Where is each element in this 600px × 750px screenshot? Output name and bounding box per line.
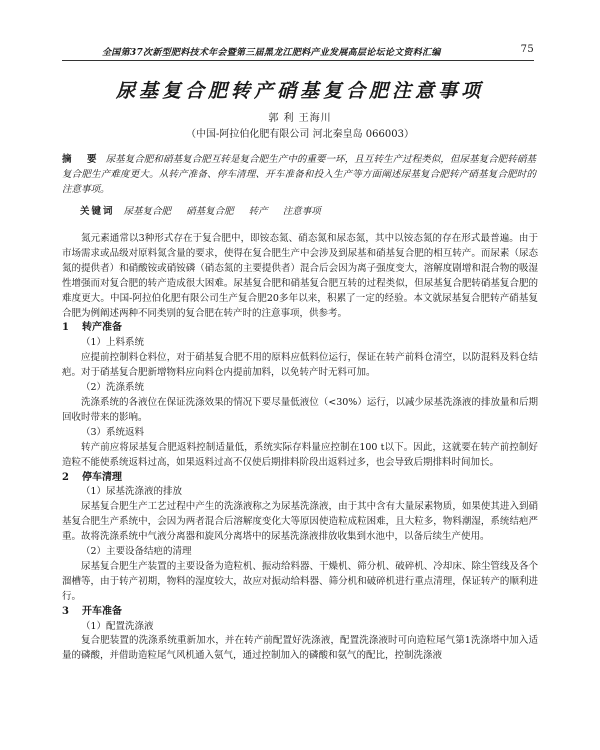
section-number: 3 — [62, 605, 69, 617]
keyword: 转产 — [248, 206, 268, 217]
page-number: 75 — [520, 44, 534, 55]
keyword: 尿基复合肥 — [123, 206, 172, 217]
abstract-text: 尿基复合肥和硝基复合肥互转是复合肥生产中的重要一环，且互转生产过程类似，但尿基复合肥转硝基复合肥生产难度更大。从转产准备、停车清理、开车准备和投入生产等方面阐述尿基复合肥转产硝基复合肥时的注意事项。 — [62, 154, 536, 195]
authors: 郭 利 王海川 — [268, 113, 332, 124]
section-title: 转产准备 — [82, 322, 122, 334]
subsection-heading: （1）上料系统 — [81, 337, 145, 349]
paragraph: 复合肥装置的洗涤系统重新加水，并在转产前配置好洗涤液，配置洗涤液时可向造粒尾气第1洗涤塔中加入适量的磷酸，并借助造粒尾气风机通入氨气，通过控制加入的磷酸和氨气的配比，控制洗涤液 — [62, 635, 538, 662]
body-text — [62, 232, 538, 664]
intro-paragraph: 氮元素通常以3种形式存在于复合肥中，即铵态氮、硝态氮和尿态氮，其中以铵态氮的存在形式最普遍。由于市场需求或品级对原料氮含量的要求，使得在复合肥生产中会涉及到尿基和硝基复合肥的相互转产。而尿素（尿态氮的提供者）和硝酸铵或硝铵磷（硝态氮的主要提供者）混合后会因为离子强度变大，溶解度剧增和混合物的吸湿性增强而对复合肥的转产造成很大困难。尿基复合肥和硝基复合肥互转的过程类似，但尿基复合肥转硝基复合肥的难度更大。中国-阿拉伯化肥有限公司生产复合肥20多年以来，积累了一定的经验。本文就尿基复合肥转产硝基复合肥为例阐述两种不同类别的复合肥在转产时的注意事项，供参考。 — [62, 233, 538, 319]
abstract-label: 摘 要 — [62, 154, 103, 165]
subsection-heading: （2）洗涤系统 — [81, 382, 145, 394]
section-heading-3 — [62, 605, 538, 620]
paragraph: 应提前控制料仓料位，对于硝基复合肥不用的原料应低料位运行，保证在转产前料仓清空，以防混料及料仓结疤。对于硝基复合肥新增物料应向料仓内提前加料，以免转产时无料可加。 — [62, 352, 538, 379]
section-heading-1 — [62, 321, 538, 336]
paragraph: 洗涤系统的各液位在保证洗涤效果的情况下要尽量低液位（<30%）运行，以减少尿基洗涤液的排放量和后期回收时带来的影响。 — [62, 396, 538, 423]
section-title: 停车清理 — [82, 471, 122, 483]
paragraph: 尿基复合肥生产装置的主要设备为造粒机、振动给料器、干燥机、筛分机、破碎机、冷却床、除尘管线及各个溜槽等，由于转产初期，物料的湿度较大，故应对振动给料器、筛分机和破碎机进行重点清理，保证转产的顺利进行。 — [62, 560, 538, 602]
affiliation: （中国-阿拉伯化肥有限公司 河北秦皇岛 066003） — [186, 129, 414, 140]
paragraph: 尿基复合肥生产工艺过程中产生的洗涤液称之为尿基洗涤液，由于其中含有大量尿素物质，如果使其进入到硝基复合肥生产系统中，会因为两者混合后溶解度变化大等原因使造粒成粒困难，且大粒多，物料潮湿，系统结疤严重。故将洗涤系统中气液分离器和旋风分离塔中的尿基洗涤液排放收集到水池中，以备后续生产使用。 — [62, 501, 538, 543]
section-heading-2 — [62, 471, 538, 486]
section-number: 1 — [62, 322, 69, 334]
section-number: 2 — [62, 471, 69, 483]
paper-title: 尿基复合肥转产硝基复合肥注意事项 — [115, 80, 484, 102]
keyword: 注意事项 — [282, 206, 321, 217]
running-header-title: 全国第37次新型肥料技术年会暨第三届黑龙江肥料产业发展高层论坛论文资料汇编 — [102, 48, 441, 58]
keywords — [80, 203, 536, 217]
abstract — [62, 152, 536, 197]
keywords-label: 关键词 — [80, 206, 115, 217]
running-header — [62, 44, 534, 61]
subsection-heading: （1）尿基洗涤液的排放 — [81, 486, 183, 498]
keyword: 硝基复合肥 — [186, 206, 234, 217]
subsection-heading: （1）配置洗涤液 — [81, 620, 154, 632]
paragraph: 转产前应将尿基复合肥返料控制适量低，系统实际存料量应控制在100 t以下。因此，这就要在转产前控制好造粒不能使系统返料过高，如果返料过高不仅使后期排料阶段出返料过多，也会导致后期排料时间加长。 — [62, 441, 538, 468]
subsection-heading: （2）主要设备结疤的清理 — [81, 546, 192, 558]
subsection-heading: （3）系统返料 — [81, 426, 145, 438]
section-title: 开车准备 — [82, 605, 122, 617]
